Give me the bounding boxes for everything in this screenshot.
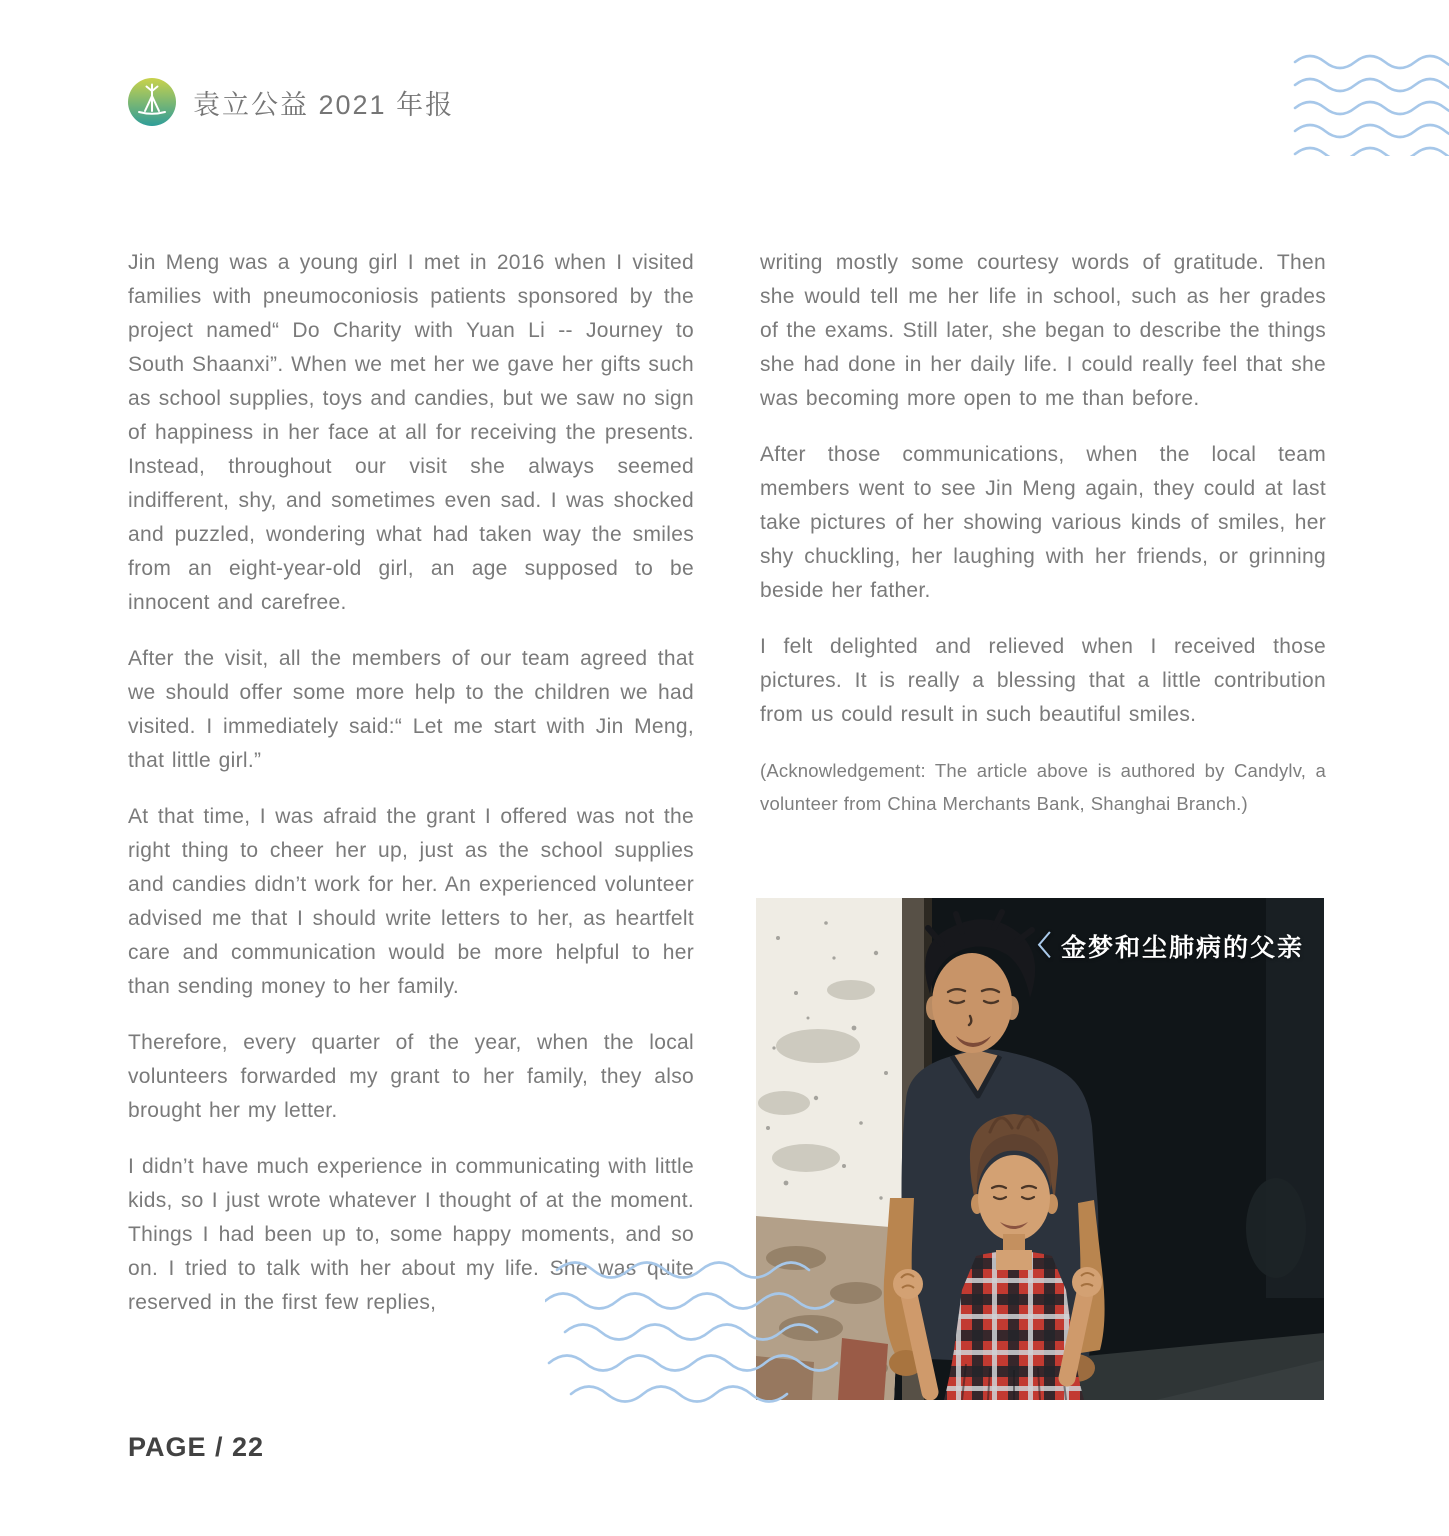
- report-title: 袁立公益 2021 年报: [193, 89, 455, 120]
- article-left-column: [128, 246, 694, 1342]
- photo-jin-meng-and-father: [756, 898, 1324, 1400]
- paragraph: After the visit, all the members of our team agreed that we should offer some more help to the children we had visited. I immediately said:“ Let me start with Jin Meng, that little girl.”: [128, 647, 694, 772]
- page-header: [128, 78, 454, 126]
- acknowledgement: (Acknowledgement: The article above is authored by Candylv, a volunteer from China Merchants Bank, Shanghai Branch.): [760, 760, 1326, 814]
- paragraph: At that time, I was afraid the grant I offered was not the right thing to cheer her up, just as the school supplies and candies didn’t work for her. An experienced volunteer advised me that I should write letters to her, as heartfelt care and communication would be more helpful to her than sending money to her family.: [128, 805, 694, 998]
- paragraph: I felt delighted and relieved when I received those pictures. It is really a blessing that a little contribution from us could result in such beautiful smiles.: [760, 635, 1326, 726]
- paragraph: I didn’t have much experience in communicating with little kids, so I just wrote whatever I thought of at the moment. Things I had been up to, some happy moments, and so on. I tried to talk with her about my life. She was quite reserved in the first few replies,: [128, 1155, 694, 1314]
- wave-decoration-top-right: [1293, 52, 1449, 156]
- photo-caption-overlay: [1024, 928, 1304, 964]
- page-number: PAGE / 22: [128, 1432, 265, 1462]
- photo-caption: 金梦和尘肺病的父亲: [1060, 934, 1304, 962]
- photo-illustration: [756, 898, 1324, 1400]
- paragraph: After those communications, when the local team members went to see Jin Meng again, they could at last take pictures of her showing various kinds of smiles, her shy chuckling, her laughing with her friends, or grinning beside her father.: [760, 443, 1326, 602]
- charity-logo-icon: [128, 78, 176, 126]
- paragraph: Therefore, every quarter of the year, when the local volunteers forwarded my grant to her family, they also brought her my letter.: [128, 1031, 694, 1122]
- paragraph: writing mostly some courtesy words of gratitude. Then she would tell me her life in school, such as her grades of the exams. Still later, she began to describe the things she had done in her daily life. I could really feel that she was becoming more open to me than before.: [760, 251, 1326, 410]
- paragraph: Jin Meng was a young girl I met in 2016 when I visited families with pneumoconiosis patients sponsored by the project named“ Do Charity with Yuan Li -- Journey to South Shaanxi”. When we met her we gave her gifts such as school supplies, toys and candies, but we saw no sign of happiness in her face at all for receiving the presents. Instead, throughout our visit she always seemed indifferent, shy, and sometimes even sad. I was shocked and puzzled, wondering what had taken way the smiles from an eight-year-old girl, an age supposed to be innocent and carefree.: [128, 251, 694, 614]
- caption-chevron-icon: 〈: [1023, 930, 1051, 961]
- article-right-column: [760, 246, 1326, 842]
